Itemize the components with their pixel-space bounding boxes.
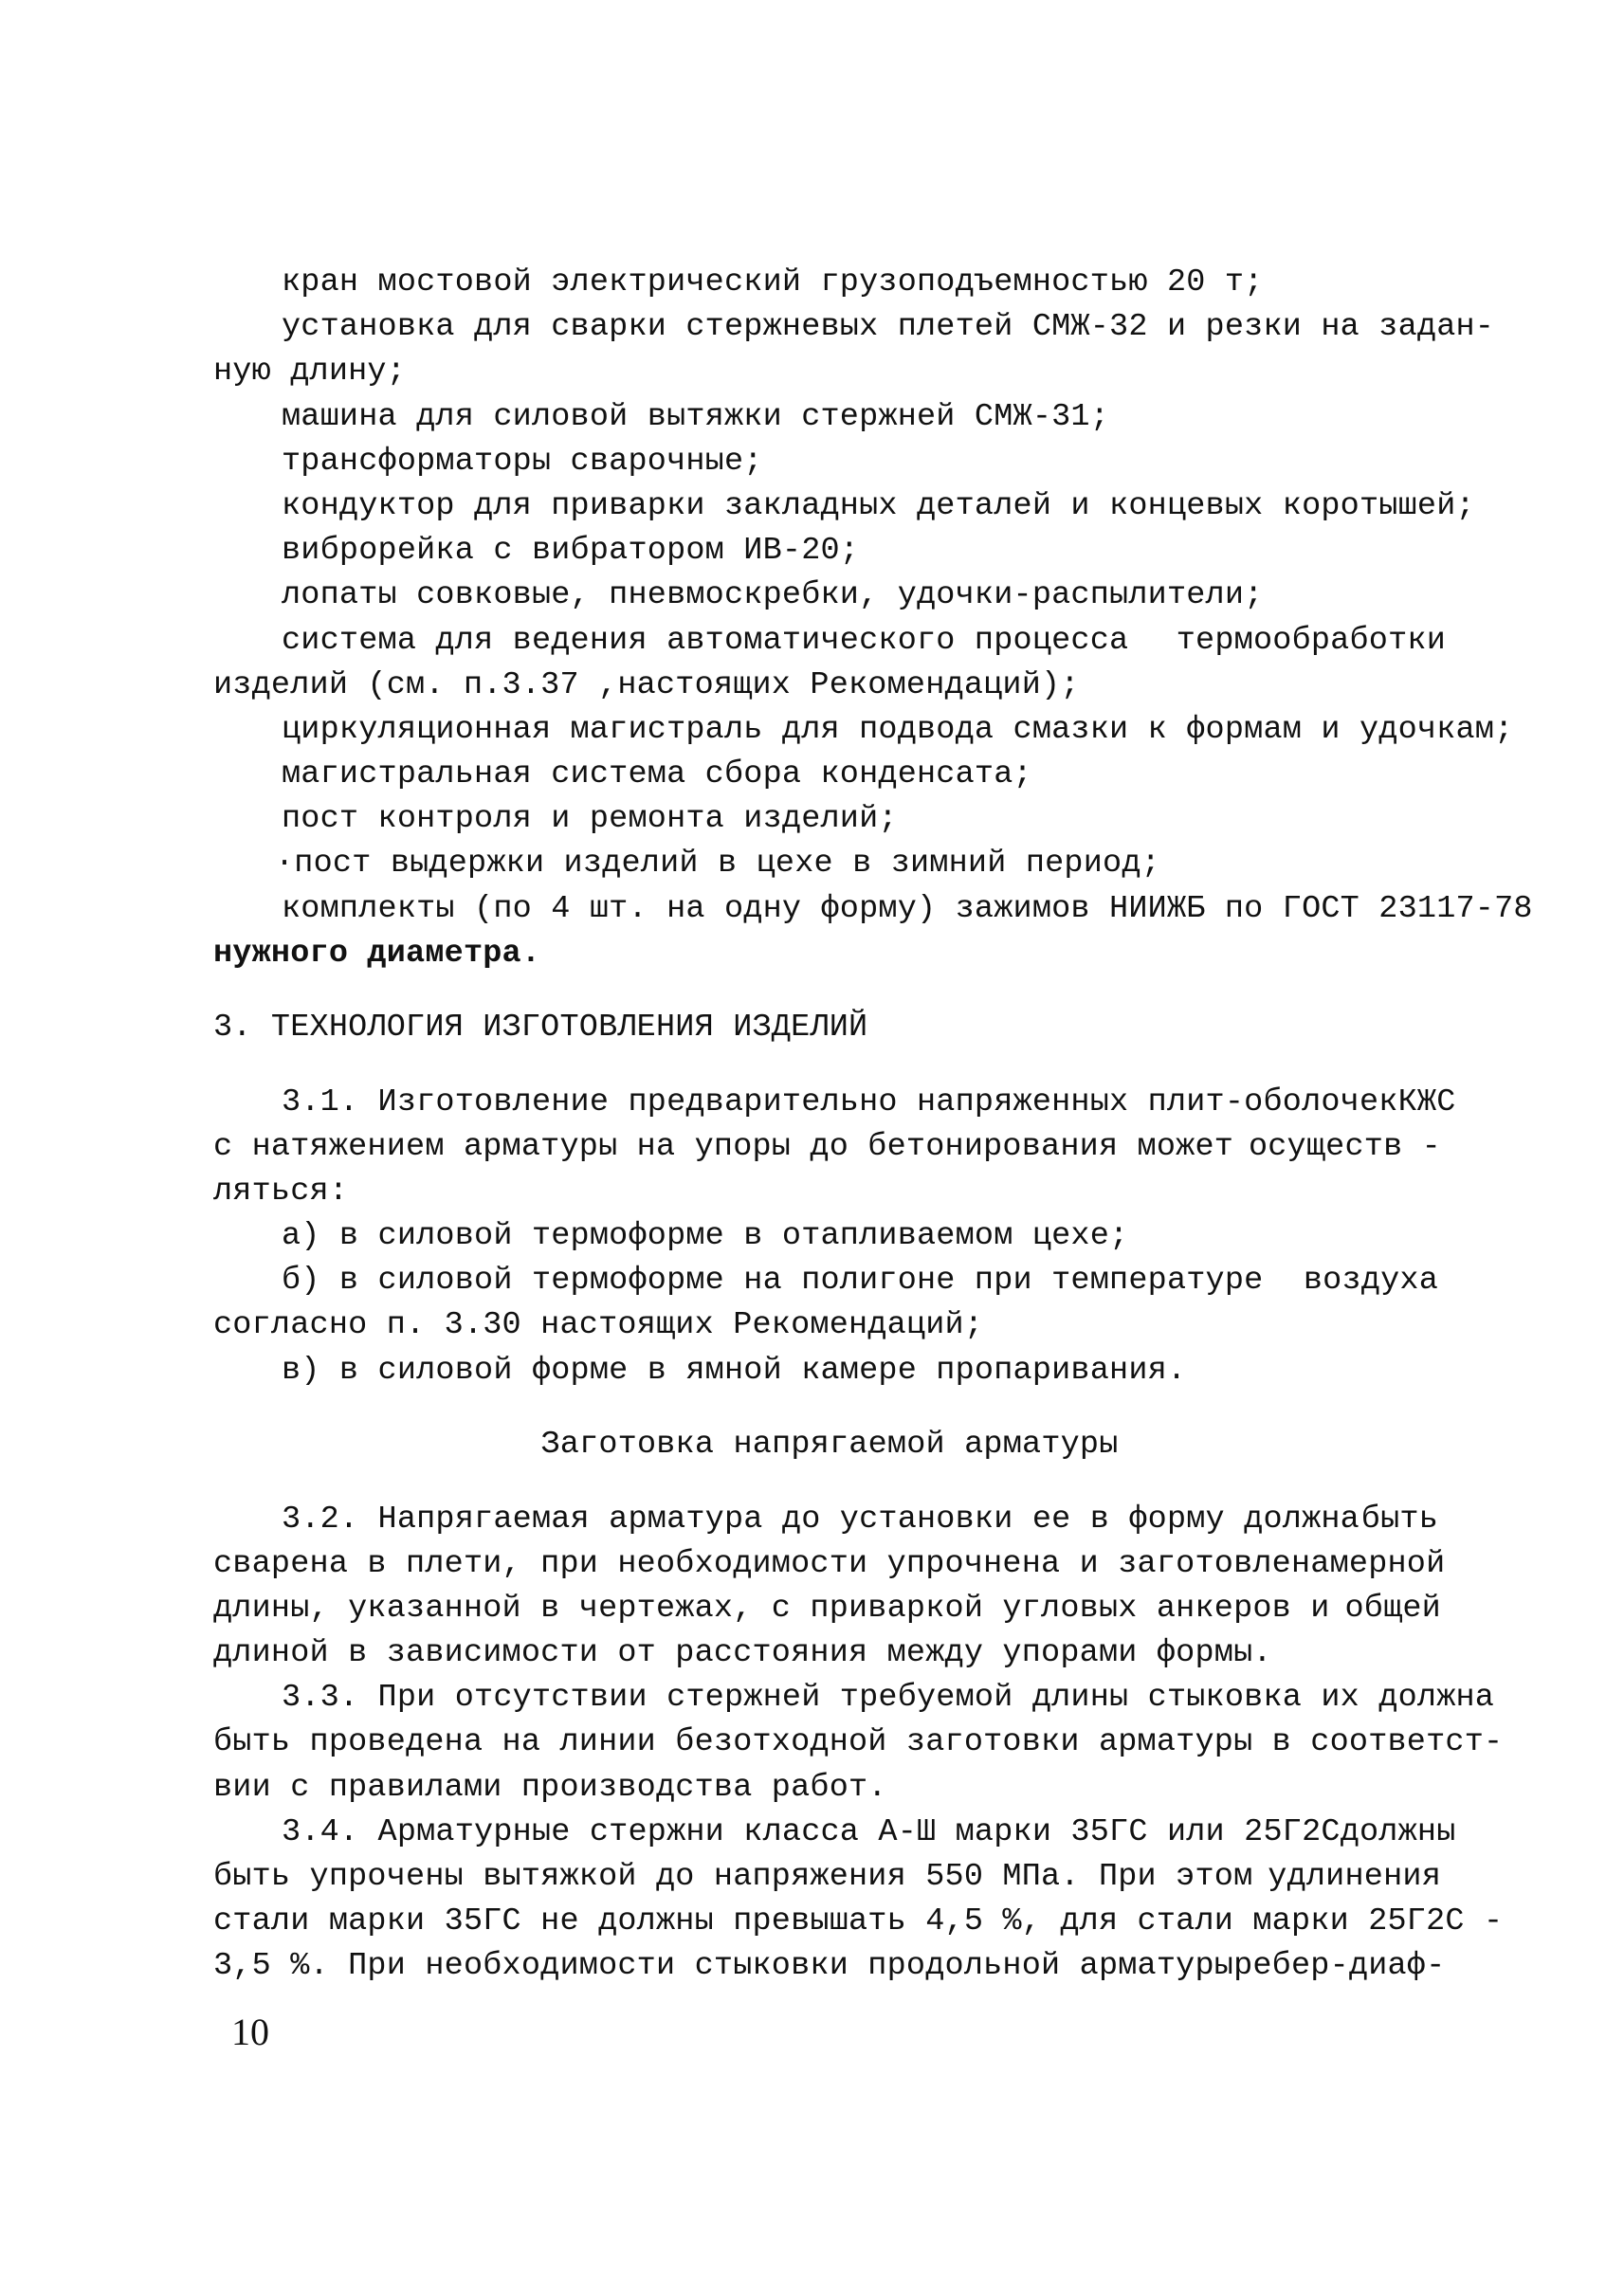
equipment-line: циркуляционная магистраль для подвода смазки к формам и удочкам;: [282, 712, 1514, 748]
equipment-line: кондуктор для приварки закладных деталей и концевых коротышей;: [282, 488, 1475, 524]
paragraph-line: ляться:: [213, 1174, 349, 1210]
equipment-line: нужного диаметра.: [213, 936, 541, 972]
list-item-c: в) в силовой форме в ямной камере пропаривания.: [282, 1353, 1187, 1389]
equipment-line: система для ведения автоматического процесса термообработки: [282, 623, 1446, 659]
equipment-line: изделий (см. п.3.37 ,настоящих Рекомендаций);: [213, 667, 1080, 703]
paragraph-line: быть упрочены вытяжкой до напряжения 550 МПа. При этом удлинения: [213, 1859, 1441, 1895]
paragraph-line: 3.4. Арматурные стержни класса А-Ш марки 35ГС или 25Г2С должны: [282, 1814, 1456, 1850]
equipment-line: ·пост выдержки изделий в цехе в зимний период;: [275, 846, 1160, 882]
equipment-line: трансформаторы сварочные;: [282, 444, 763, 480]
equipment-line: комплекты (по 4 шт. на одну форму) зажимов НИИЖБ по ГОСТ 23117-78: [282, 891, 1533, 927]
equipment-line: установка для сварки стержневых плетей СМЖ-32 и резки на задан-: [282, 309, 1495, 345]
paragraph-line: длиной в зависимости от расстояния между упорами формы.: [213, 1635, 1272, 1671]
equipment-line: пост контроля и ремонта изделий;: [282, 801, 898, 837]
equipment-line: виброрейка с вибратором ИВ-20;: [282, 533, 860, 569]
paragraph-line: согласно п. 3.30 настоящих Рекомендаций;: [213, 1307, 984, 1343]
list-item-b: б) в силовой термоформе на полигоне при температуре воздуха: [282, 1263, 1438, 1299]
paragraph-line: быть проведена на линии безотходной заготовки арматуры в соответст-: [213, 1724, 1504, 1760]
page-number: 10: [231, 2011, 269, 2053]
subheading: Заготовка напрягаемой арматуры: [540, 1427, 1119, 1463]
section-heading: 3. ТЕХНОЛОГИЯ ИЗГОТОВЛЕНИЯ ИЗДЕЛИЙ: [213, 1010, 868, 1046]
equipment-line: магистральная система сбора конденсата;: [282, 756, 1032, 792]
paragraph-line: 3.1. Изготовление предварительно напряженных плит-оболочек КЖС: [282, 1084, 1456, 1120]
paragraph-line: с натяжением арматуры на упоры до бетонирования может осуществ -: [213, 1129, 1441, 1165]
paragraph-line: 3,5 %. При необходимости стыковки продольной арматуры ребер-диаф-: [213, 1948, 1446, 1984]
paragraph-line: стали марки 35ГС не должны превышать 4,5 %, для стали марки 25Г2С -: [213, 1903, 1504, 1939]
equipment-line: лопаты совковые, пневмоскребки, удочки-распылители;: [282, 577, 1264, 613]
equipment-line: кран мостовой электрический грузоподъемностью 20 т;: [282, 264, 1264, 300]
equipment-line: ную длину;: [213, 354, 407, 390]
list-item-a: а) в силовой термоформе в отапливаемом цехе;: [282, 1218, 1129, 1254]
paragraph-line: вии с правилами производства работ.: [213, 1770, 887, 1806]
paragraph-line: сварена в плети, при необходимости упрочнена и заготовлена мерной: [213, 1546, 1446, 1582]
equipment-line: машина для силовой вытяжки стержней СМЖ-31;: [282, 399, 1110, 435]
paragraph-line: 3.3. При отсутствии стержней требуемой длины стыковка их должна: [282, 1680, 1495, 1716]
paragraph-line: длины, указанной в чертежах, с приваркой угловых анкеров и общей: [213, 1591, 1441, 1627]
paragraph-line: 3.2. Напрягаемая арматура до установки ее в форму должна быть: [282, 1502, 1438, 1538]
